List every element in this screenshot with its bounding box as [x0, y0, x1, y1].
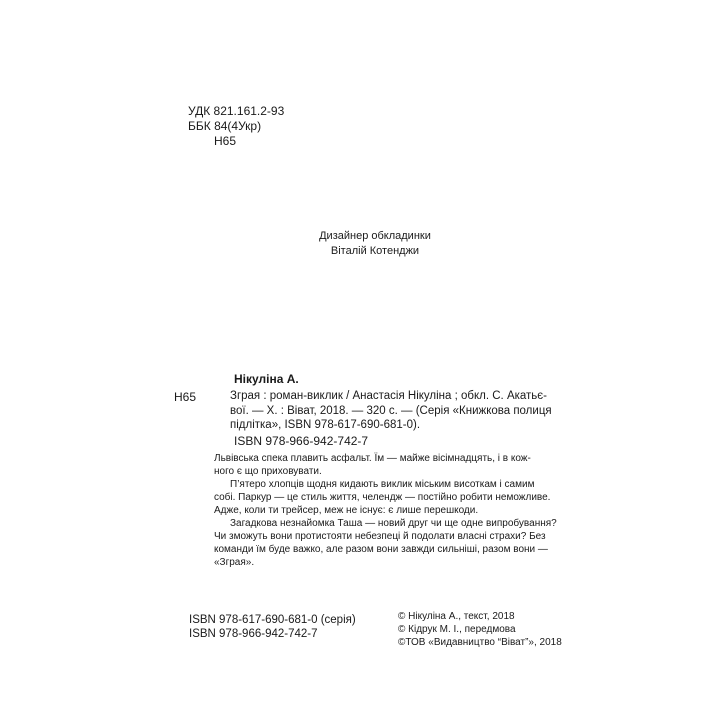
copyright-line: © Кідрук М. І., передмова	[398, 624, 516, 635]
designer-label: Дизайнер обкладинки	[319, 230, 431, 242]
annotation	[214, 452, 570, 569]
annotation-line: команди їм буде важко, але разом вони завжди сильніші, разом вони —	[214, 544, 548, 555]
copyright-line: © Нікуліна А., текст, 2018	[398, 611, 515, 622]
annotation-line: Чи зможуть вони протистояти небезпеці й подолати власні страхи? Без	[214, 531, 546, 542]
annotation-line: Львівська спека плавить асфальт. Їм — майже вісімнадцять, і в кож-	[214, 453, 531, 464]
catalog-isbn: ISBN 978-966-942-742-7	[234, 434, 369, 448]
copyright-block	[398, 610, 562, 649]
copyright-line: ©ТОВ «Видавництво “Віват”», 2018	[398, 637, 562, 648]
classification-block	[188, 104, 284, 149]
bbk-code: ББК 84(4Укр)	[188, 119, 262, 133]
bib-line: підлітка», ISBN 978-617-690-681-0).	[230, 419, 421, 431]
cover-designer-credit	[240, 229, 510, 259]
isbn-block	[189, 614, 356, 641]
bibliographic-description	[230, 389, 570, 433]
udk-code: УДК 821.161.2-93	[188, 104, 285, 118]
designer-name: Віталій Котенджи	[330, 245, 420, 257]
annotation-line: Адже, коли ти трейсер, меж не існує: є лише перешкоди.	[214, 505, 479, 516]
isbn-book: ISBN 978-966-942-742-7	[189, 627, 318, 640]
catalog-author-code: Н65	[174, 390, 197, 404]
author-mark: Н65	[214, 134, 237, 148]
catalog-author: Нікуліна А.	[234, 372, 299, 386]
isbn-series: ISBN 978-617-690-681-0 (серія)	[189, 614, 356, 626]
annotation-line: П’ятеро хлопців щодня кидають виклик міським висоткам і самим	[230, 479, 535, 490]
annotation-line: ного є що приховувати.	[214, 466, 322, 477]
bib-line: вої. — Х. : Віват, 2018. — 320 с. — (Серія «Книжкова полиця	[230, 404, 552, 417]
annotation-line: «Зграя».	[214, 557, 255, 568]
bib-line: Зграя : роман-виклик / Анастасія Нікуліна ; обкл. С. Акатьє-	[230, 390, 547, 402]
annotation-line: Загадкова незнайомка Таша — новий друг чи ще одне випробування?	[230, 518, 557, 529]
annotation-line: собі. Паркур — це стиль життя, челендж — постійно робити неможливе.	[214, 492, 551, 503]
